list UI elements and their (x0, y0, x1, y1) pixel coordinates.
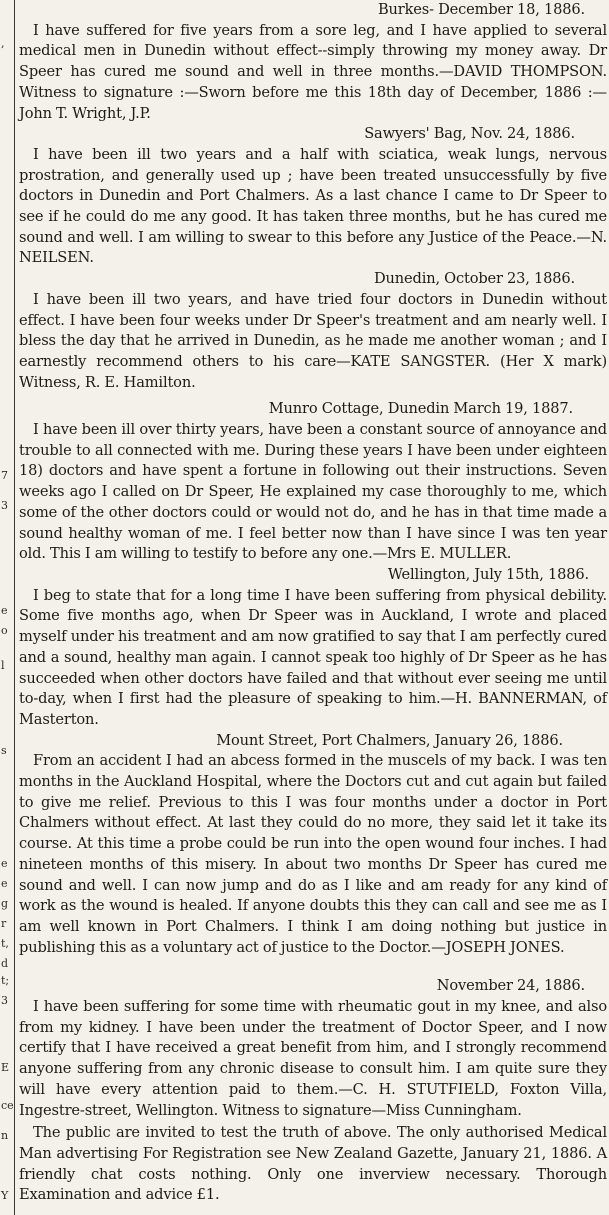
newspaper-column (19, 0, 607, 1206)
gutter-mark: l (1, 659, 5, 672)
gutter-mark: g (1, 897, 9, 910)
testimonial-heading: Wellington, July 15th, 1886. (387, 565, 589, 583)
gutter-mark: Y (1, 1189, 9, 1202)
gutter-mark: e (1, 877, 8, 890)
testimonial-heading: Dunedin, October 23, 1886. (373, 270, 575, 288)
testimonial-text: I have been ill two years and a half with sciatica, weak lungs, nervous prostration, and generally used up ; have been treated unsuccessfully by five doctors in Dunedin and Port Chalmers. As a last chance I came to Dr Speer to see if he could do me any good. It has taken three months, but he has cured me sound and well. I am willing to swear to this before any Justice of the Peace.—N. NEILSEN. (19, 145, 607, 267)
gutter-mark: 3 (1, 499, 8, 512)
testimonial-heading: Sawyers' Bag, Nov. 24, 1886. (364, 125, 575, 143)
gutter-mark: t, (1, 937, 9, 950)
testimonial-text: I beg to state that for a long time I have been suffering from physical debility. Some five months ago, when Dr Speer was in Auckland, I wrote and placed myself under his treatment and am now gratified to say that I am perfectly cured and a sound, healthy man again. I cannot speak too highly of Dr Speer as he has succeeded when other doctors have failed and that without ever seeing me until to-day, when I first had the pleasure of speaking to him.—H. BANNERMAN, of Masterton. (19, 586, 607, 728)
left-column-gutter (0, 0, 15, 1215)
gutter-mark: 7 (1, 469, 8, 482)
testimonial-text: I have been suffering for some time with rheumatic gout in my knee, and also from my kidney. I have been under the treatment of Doctor Speer, and I now certify that I have received a great benefit from him, and I strongly recommend anyone suffering from any chronic disease to consult him. I am quite sure they will have every attention paid to them.—C. H. STUTFIELD, Foxton Villa, Ingestre-street, Wellington. Witness to signature—Miss Cunningham. (19, 998, 607, 1119)
testimonial-text: I have been ill two years, and have tried four doctors in Dunedin without effect. I have been four weeks under Dr Speer's treatment and am nearly well. I bless the day that he arrived in Dunedin, as he made me another woman ; and I earnestly recommend others to his care—KATE SANGSTER. (Her X mark) Witness, R. E. Hamilton. (19, 290, 607, 391)
closing-notice: The public are invited to test the truth of above. The only authorised Medical Man advertising For Registration see New Zealand Gazette, January 21, 1886. A friendly chat costs nothing. Only one inverview necessary. Thorough Examination and advice £1. (19, 1124, 607, 1204)
testimonial-heading: Burkes- December 18, 1886. (377, 1, 585, 18)
testimonial-heading: Munro Cottage, Dunedin March 19, 1887. (268, 400, 573, 418)
gutter-mark: e (1, 857, 8, 870)
gutter-mark: d (1, 957, 9, 970)
gutter-mark: ce (1, 1099, 14, 1112)
gutter-mark: 3 (1, 994, 8, 1007)
gutter-mark: t; (1, 974, 10, 987)
gutter-mark: s (1, 744, 7, 757)
gutter-mark: n (1, 1129, 9, 1142)
testimonial-text: From an accident I had an abcess formed in the muscels of my back. I was ten months in the Auckland Hospital, where the Doctors cut and cut again but failed to give me relief. Previous to this I was four months under a doctor in Port Chalmers without effect. At last they could do no more, they said let it take its course. At this time a probe could be run into the open wound four inches. I had nineteen months of this misery. In about two months Dr Speer has cured me sound and well. I can now jump and do as I like and am ready for any kind of work as the wound is healed. If anyone doubts this they can call and see me as I am well known in Port Chalmers. I think I am doing nothing but justice in publishing this as a voluntary act of justice to the Doctor.—JOSEPH JONES. (19, 752, 607, 956)
gutter-mark: o (1, 624, 8, 637)
testimonial-text: I have been ill over thirty years, have been a constant source of annoyance and trouble to all connected with me. During these years I have been under eighteen 18) doctors and have spent a fortune in following out their instructions. Seven weeks ago I called on Dr Speer, He explained my case thoroughly to me, which some of the other doctors could or would not do, and he has in that time made a sound healthy woman of me. I feel better now than I have since I was ten year old. This I am willing to testify to before any one.—Mrs E. MULLER. (19, 421, 607, 563)
gutter-mark: r (1, 917, 7, 930)
testimonial-text: I have suffered for five years from a sore leg, and I have applied to several medical men in Dunedin without effect--simply throwing my money away. Dr Speer has cured me sound and well in three months.—DAVID THOMPSON. Witness to signature :—Sworn before me this 18th day of December, 1886 :—John T. Wright, J.P. (19, 21, 607, 122)
gutter-mark: e (1, 604, 8, 617)
testimonial-heading: Mount Street, Port Chalmers, January 26, 1886. (216, 731, 563, 749)
testimonial-heading: November 24, 1886. (436, 977, 585, 995)
gutter-mark: , (1, 37, 5, 50)
gutter-mark: E (1, 1061, 10, 1074)
